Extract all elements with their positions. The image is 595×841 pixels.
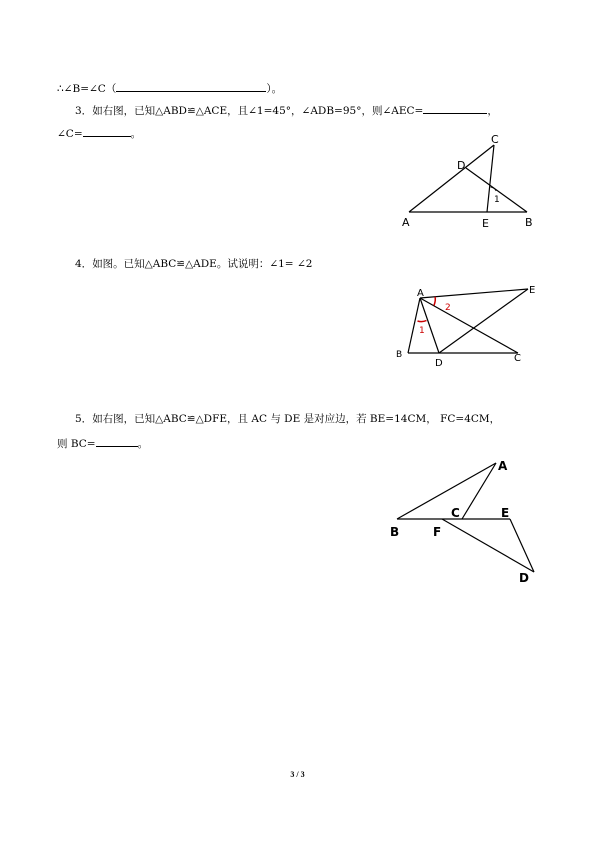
label-a: A xyxy=(402,216,410,229)
problem-2-prefix: ∴∠B=∠C（ xyxy=(57,83,117,95)
problem-3-period: 。 xyxy=(130,128,142,140)
answer-blank-reason[interactable] xyxy=(116,80,266,92)
angle-1-mark xyxy=(491,187,497,191)
label-c: C xyxy=(491,133,499,146)
problem-3-figure xyxy=(395,132,545,241)
problem-4-number: 4． xyxy=(75,258,93,270)
problem-3-diagram xyxy=(395,132,545,237)
answer-blank-angle-c[interactable] xyxy=(83,125,131,137)
segment-ac xyxy=(462,463,496,519)
problem-2-conclusion xyxy=(57,80,282,96)
label-angle-1: 1 xyxy=(419,326,425,336)
label-c: C xyxy=(514,353,521,364)
problem-4-text: 如图。已知△ABC≌△ADE。试说明：∠1= ∠2 xyxy=(92,258,313,270)
segment-db xyxy=(466,168,527,212)
problem-3-angle-c-label: ∠C= xyxy=(57,128,83,140)
answer-blank-aec[interactable] xyxy=(423,102,487,114)
label-angle-2: 2 xyxy=(445,303,451,313)
segment-ce xyxy=(487,145,494,212)
segment-ae xyxy=(420,289,528,298)
label-a: A xyxy=(417,288,424,299)
problem-5-line-1 xyxy=(75,412,500,426)
problem-5-figure xyxy=(385,455,540,589)
label-b: B xyxy=(525,216,533,229)
label-c: C xyxy=(451,506,460,520)
problem-3-comma: ， xyxy=(487,105,498,117)
label-e: E xyxy=(501,506,510,520)
label-angle-1: 1 xyxy=(494,195,500,205)
problem-4-line-1 xyxy=(75,257,312,271)
answer-blank-bc[interactable] xyxy=(96,435,138,447)
segment-ba xyxy=(397,463,496,519)
segment-fd xyxy=(442,519,534,572)
angle-1-mark xyxy=(418,321,427,322)
segment-de xyxy=(439,289,528,353)
label-f: F xyxy=(433,525,442,539)
problem-2-suffix: ）。 xyxy=(266,83,283,95)
label-b: B xyxy=(396,350,403,360)
problem-3-line-2 xyxy=(57,125,141,141)
label-e: E xyxy=(482,217,489,230)
problem-5-bc-label: 则 BC= xyxy=(57,438,96,450)
problem-5-period: 。 xyxy=(137,438,149,450)
problem-3-line-1 xyxy=(75,102,498,118)
problem-4-diagram xyxy=(393,283,543,373)
problem-3-text: 如右图，已知△ABD≌△ACE，且∠1=45°，∠ADB=95°，则∠AEC= xyxy=(92,105,424,117)
page-number: 3 / 3 xyxy=(290,770,305,779)
problem-5-number: 5． xyxy=(75,413,93,425)
label-d: D xyxy=(435,358,443,369)
problem-5-text: 如右图，已知△ABC≌△DFE，且 AC 与 DE 是对应边，若 BE=14CM， FC=4CM， xyxy=(92,413,501,425)
label-d: D xyxy=(457,159,466,172)
label-e: E xyxy=(529,285,536,296)
problem-3-number: 3． xyxy=(75,105,93,117)
problem-5-line-2 xyxy=(57,435,148,451)
angle-2-mark xyxy=(434,297,435,306)
label-b: B xyxy=(390,525,400,539)
problem-4-figure xyxy=(393,283,543,377)
label-d: D xyxy=(519,571,529,585)
problem-5-diagram xyxy=(385,455,540,585)
segment-ed xyxy=(510,519,534,572)
label-a: A xyxy=(498,459,508,473)
